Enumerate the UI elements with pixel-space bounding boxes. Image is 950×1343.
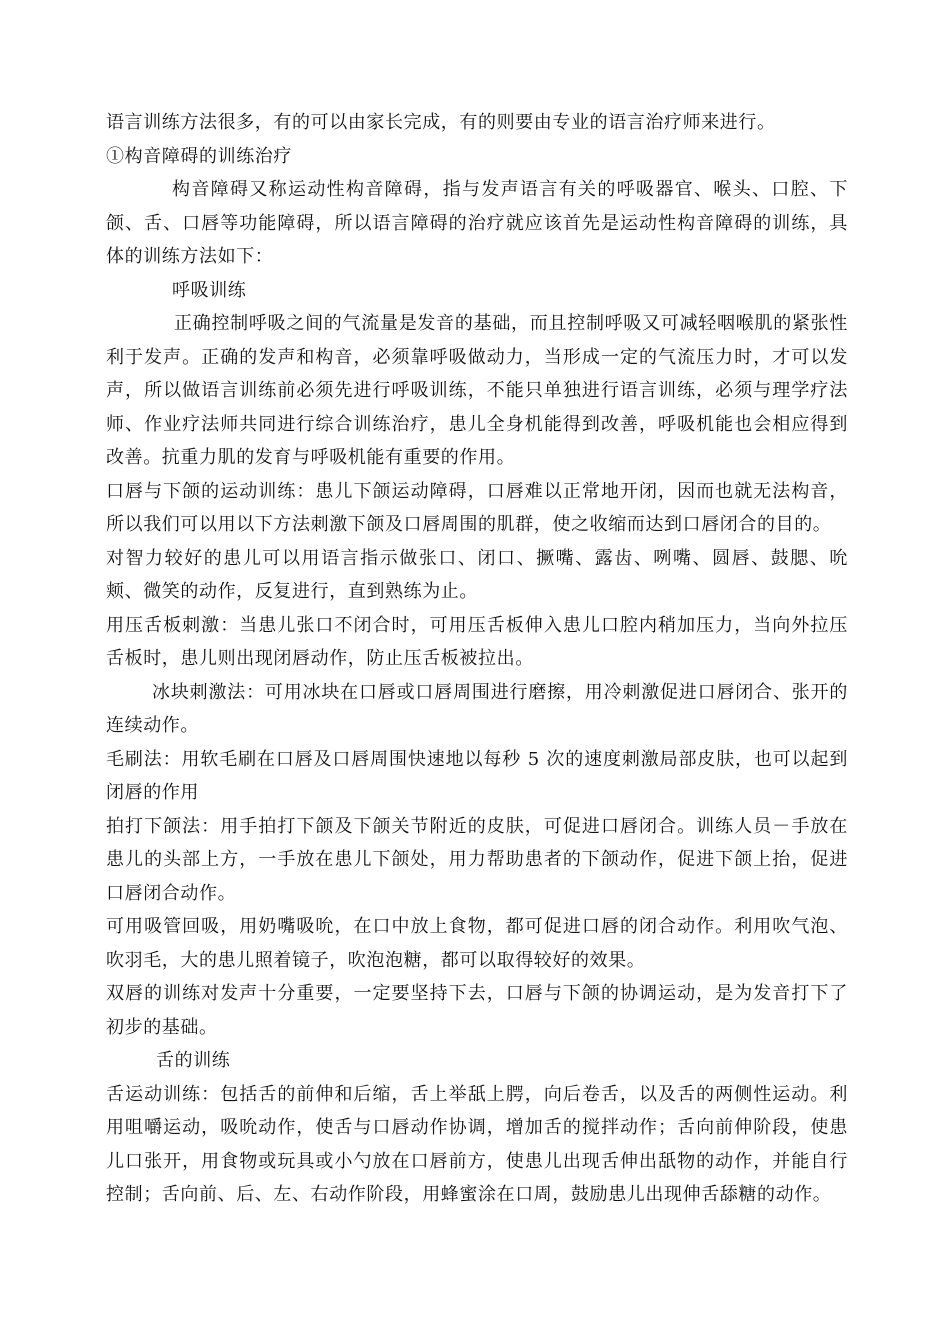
lip-training-importance-paragraph: 双唇的训练对发声十分重要，一定要坚持下去，口唇与下颌的协调运动，是为发音打下了初步的基础。	[106, 983, 848, 1038]
jaw-tapping-paragraph: 拍打下颌法：用手拍打下颌及下颌关节附近的皮肤，可促进口唇闭合。训练人员－手放在患儿的头部上方，一手放在患儿下颌处，用力帮助患者的下颌动作，促进下颌上抬，促进口唇闭合动作。	[106, 815, 848, 904]
lip-jaw-training-paragraph: 口唇与下颌的运动训练：患儿下颌运动障碍，口唇难以正常地开闭，因而也就无法构音，所以我们可以用以下方法刺激下颌及口唇周围的肌群，使之收缩而达到口唇闭合的目的。	[106, 480, 848, 535]
articulation-definition-paragraph: 构音障碍又称运动性构音障碍，指与发声语言有关的呼吸器官、喉头、口腔、下颌、舌、口唇等功能障碍，所以语言障碍的治疗就应该首先是运动性构音障碍的训练，具体的训练方法如下：	[106, 179, 848, 267]
breathing-paragraph: 正确控制呼吸之间的气流量是发音的基础，而且控制呼吸又可减轻咽喉肌的紧张性利于发声。正确的发声和构音，必须靠呼吸做动力，当形成一定的气流压力时，才可以发声，所以做语言训练前必须先进行呼吸训练，不能只单独进行语言训练，必须与理学疗法师、作业疗法师共同进行综合训练治疗，患儿全身机能得到改善，呼吸机能也会相应得到改善。抗重力肌的发育与呼吸机能有重要的作用。	[106, 313, 848, 468]
subheading-breathing: 呼吸训练	[172, 279, 247, 301]
brush-method-paragraph: 毛刷法：用软毛刷在口唇及口唇周围快速地以每秒 5 次的速度刺激局部皮肤，也可以起到闭唇的作用	[106, 748, 848, 803]
ice-stimulation-paragraph: 冰块刺激法：可用冰块在口唇或口唇周围进行磨擦，用冷刺激促进口唇闭合、张开的连续动作。	[106, 681, 848, 736]
straw-sucking-paragraph: 可用吸管回吸，用奶嘴吸吮，在口中放上食物，都可促进口唇的闭合动作。利用吹气泡、吹羽毛，大的患儿照着镜子，吹泡泡糖，都可以取得较好的效果。	[106, 916, 848, 971]
tongue-movement-paragraph: 舌运动训练：包括舌的前伸和后缩，舌上举舐上腭，向后卷舌，以及舌的两侧性运动。利用咀嚼运动，吸吮动作，使舌与口唇动作协调，增加舌的搅拌动作；舌向前伸阶段，使患儿口张开，用食物或玩具或小勺放在口唇前方，使患儿出现舌伸出舐物的动作，并能自行控制；舌向前、后、左、右动作阶段，用蜂蜜涂在口周，鼓励患儿出现伸舌舔糖的动作。	[106, 1083, 848, 1205]
tongue-depressor-paragraph: 用压舌板刺激：当患儿张口不闭合时，可用压舌板伸入患儿口腔内稍加压力，当向外拉压舌板时，患儿则出现闭唇动作，防止压舌板被拉出。	[106, 614, 848, 669]
verbal-instruction-paragraph: 对智力较好的患儿可以用语言指示做张口、闭口、撅嘴、露齿、咧嘴、圆唇、鼓腮、吮颊、微笑的动作，反复进行，直到熟练为止。	[106, 547, 848, 602]
intro-paragraph: 语言训练方法很多，有的可以由家长完成，有的则要由专业的语言治疗师来进行。	[106, 112, 776, 133]
document-body	[106, 106, 848, 1212]
section-heading-articulation: ①构音障碍的训练治疗	[106, 145, 292, 167]
subheading-tongue: 舌的训练	[156, 1050, 231, 1071]
